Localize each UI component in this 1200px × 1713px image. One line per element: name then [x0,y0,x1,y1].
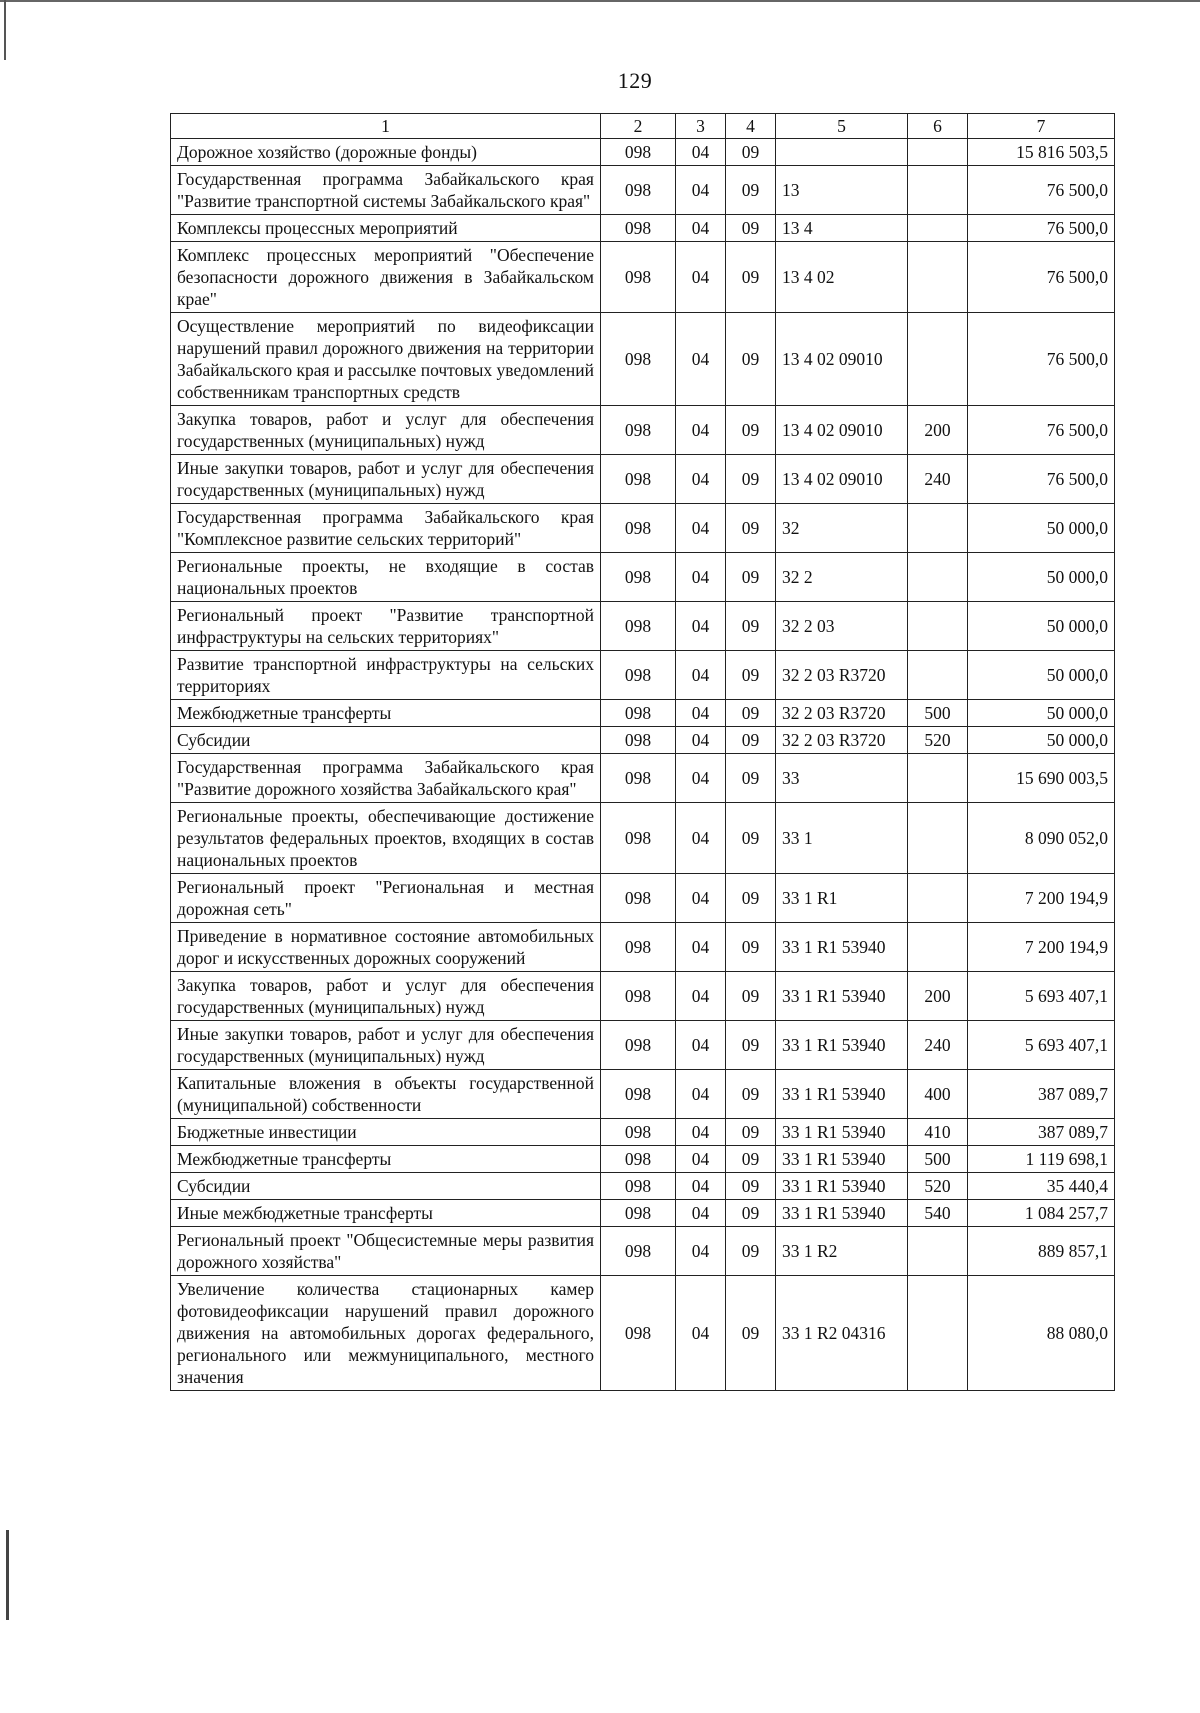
table-row [171,139,1115,166]
table-row [171,727,1115,754]
cell-target-article: 13 4 02 [776,242,908,313]
table-row [171,803,1115,874]
cell-target-article: 33 1 R1 [776,874,908,923]
cell-ministry-code: 098 [601,1070,676,1119]
header-col-7: 7 [968,114,1115,139]
cell-ministry-code: 098 [601,1276,676,1391]
cell-expense-type [908,504,968,553]
cell-subsection: 09 [726,553,776,602]
cell-amount: 5 693 407,1 [968,1021,1115,1070]
cell-expense-type: 410 [908,1119,968,1146]
cell-section: 04 [676,754,726,803]
cell-expense-type [908,803,968,874]
table-row [171,1119,1115,1146]
cell-expense-type: 200 [908,406,968,455]
cell-target-article: 32 2 03 [776,602,908,651]
cell-section: 04 [676,727,726,754]
cell-name: Межбюджетные трансферты [171,1146,601,1173]
cell-name: Межбюджетные трансферты [171,700,601,727]
cell-amount: 76 500,0 [968,406,1115,455]
cell-amount: 35 440,4 [968,1173,1115,1200]
cell-ministry-code: 098 [601,602,676,651]
cell-expense-type [908,139,968,166]
cell-ministry-code: 098 [601,313,676,406]
cell-section: 04 [676,139,726,166]
cell-expense-type [908,923,968,972]
cell-amount: 8 090 052,0 [968,803,1115,874]
cell-target-article: 33 1 R1 53940 [776,972,908,1021]
cell-ministry-code: 098 [601,700,676,727]
cell-amount: 76 500,0 [968,455,1115,504]
cell-ministry-code: 098 [601,727,676,754]
cell-amount: 7 200 194,9 [968,923,1115,972]
table-row [171,1173,1115,1200]
table-row [171,553,1115,602]
cell-name: Региональный проект "Общесистемные меры развития дорожного хозяйства" [171,1227,601,1276]
cell-section: 04 [676,602,726,651]
table-row [171,754,1115,803]
cell-section: 04 [676,215,726,242]
table-row [171,1227,1115,1276]
cell-name: Государственная программа Забайкальского края "Развитие транспортной системы Забайкальского края" [171,166,601,215]
header-col-1: 1 [171,114,601,139]
cell-subsection: 09 [726,803,776,874]
cell-subsection: 09 [726,727,776,754]
cell-amount: 5 693 407,1 [968,972,1115,1021]
cell-amount: 387 089,7 [968,1070,1115,1119]
cell-subsection: 09 [726,1200,776,1227]
cell-ministry-code: 098 [601,139,676,166]
cell-target-article: 33 [776,754,908,803]
table-row [171,455,1115,504]
cell-target-article: 33 1 R1 53940 [776,1070,908,1119]
cell-subsection: 09 [726,972,776,1021]
cell-target-article: 32 2 03 R3720 [776,727,908,754]
cell-name: Региональные проекты, обеспечивающие достижение результатов федеральных проектов, входящих в состав национальных проектов [171,803,601,874]
cell-name: Государственная программа Забайкальского края "Развитие дорожного хозяйства Забайкальского края" [171,754,601,803]
cell-expense-type: 500 [908,1146,968,1173]
cell-name: Приведение в нормативное состояние автомобильных дорог и искусственных дорожных сооружений [171,923,601,972]
table-row [171,215,1115,242]
cell-target-article: 33 1 R1 53940 [776,1200,908,1227]
cell-subsection: 09 [726,139,776,166]
cell-section: 04 [676,874,726,923]
cell-section: 04 [676,923,726,972]
cell-amount: 50 000,0 [968,651,1115,700]
cell-name: Иные закупки товаров, работ и услуг для обеспечения государственных (муниципальных) нужд [171,1021,601,1070]
cell-target-article: 32 2 [776,553,908,602]
cell-name: Субсидии [171,1173,601,1200]
cell-expense-type [908,313,968,406]
cell-section: 04 [676,1276,726,1391]
cell-subsection: 09 [726,1070,776,1119]
cell-expense-type: 540 [908,1200,968,1227]
cell-ministry-code: 098 [601,803,676,874]
cell-section: 04 [676,1146,726,1173]
cell-subsection: 09 [726,1227,776,1276]
cell-ministry-code: 098 [601,1173,676,1200]
cell-expense-type [908,166,968,215]
cell-ministry-code: 098 [601,166,676,215]
table-row [171,874,1115,923]
cell-ministry-code: 098 [601,455,676,504]
scan-edge-top [0,0,1200,2]
cell-section: 04 [676,972,726,1021]
cell-target-article: 13 4 02 09010 [776,455,908,504]
cell-name: Иные закупки товаров, работ и услуг для обеспечения государственных (муниципальных) нужд [171,455,601,504]
cell-expense-type: 400 [908,1070,968,1119]
cell-target-article: 13 4 02 09010 [776,406,908,455]
cell-target-article: 32 [776,504,908,553]
cell-ministry-code: 098 [601,972,676,1021]
cell-expense-type: 520 [908,1173,968,1200]
cell-subsection: 09 [726,1021,776,1070]
cell-ministry-code: 098 [601,874,676,923]
cell-expense-type [908,754,968,803]
cell-subsection: 09 [726,455,776,504]
cell-ministry-code: 098 [601,406,676,455]
table-row [171,313,1115,406]
cell-ministry-code: 098 [601,923,676,972]
cell-target-article: 33 1 [776,803,908,874]
cell-amount: 50 000,0 [968,504,1115,553]
cell-amount: 50 000,0 [968,700,1115,727]
cell-section: 04 [676,455,726,504]
cell-expense-type [908,602,968,651]
cell-expense-type [908,1276,968,1391]
cell-name: Иные межбюджетные трансферты [171,1200,601,1227]
cell-expense-type [908,1227,968,1276]
cell-subsection: 09 [726,700,776,727]
cell-name: Дорожное хозяйство (дорожные фонды) [171,139,601,166]
cell-target-article: 13 4 [776,215,908,242]
scan-edge-left [4,0,6,60]
table-row [171,504,1115,553]
header-col-3: 3 [676,114,726,139]
cell-subsection: 09 [726,406,776,455]
cell-section: 04 [676,166,726,215]
cell-section: 04 [676,1021,726,1070]
cell-ministry-code: 098 [601,754,676,803]
cell-name: Увеличение количества стационарных камер фотовидеофиксации нарушений правил дорожного движения на автомобильных дорогах федерального, регионального или межмуниципального, местного значения [171,1276,601,1391]
cell-amount: 76 500,0 [968,242,1115,313]
cell-target-article: 13 4 02 09010 [776,313,908,406]
cell-section: 04 [676,553,726,602]
cell-name: Региональный проект "Региональная и местная дорожная сеть" [171,874,601,923]
cell-expense-type: 240 [908,455,968,504]
table-row [171,700,1115,727]
cell-ministry-code: 098 [601,1021,676,1070]
table-row [171,406,1115,455]
cell-ministry-code: 098 [601,1200,676,1227]
table-row [171,1146,1115,1173]
cell-subsection: 09 [726,602,776,651]
cell-expense-type [908,215,968,242]
cell-section: 04 [676,700,726,727]
cell-target-article: 33 1 R1 53940 [776,923,908,972]
cell-ministry-code: 098 [601,215,676,242]
cell-target-article: 33 1 R1 53940 [776,1173,908,1200]
cell-amount: 76 500,0 [968,313,1115,406]
table-row [171,972,1115,1021]
cell-ministry-code: 098 [601,651,676,700]
table-row [171,602,1115,651]
cell-target-article: 33 1 R2 04316 [776,1276,908,1391]
table-row [171,651,1115,700]
cell-target-article: 32 2 03 R3720 [776,651,908,700]
cell-subsection: 09 [726,1276,776,1391]
cell-name: Закупка товаров, работ и услуг для обеспечения государственных (муниципальных) нужд [171,406,601,455]
cell-name: Комплекс процессных мероприятий "Обеспечение безопасности дорожного движения в Забайкальском крае" [171,242,601,313]
table-row [171,923,1115,972]
budget-table [170,113,1115,1391]
cell-target-article: 33 1 R2 [776,1227,908,1276]
cell-amount: 76 500,0 [968,215,1115,242]
cell-ministry-code: 098 [601,1146,676,1173]
cell-name: Закупка товаров, работ и услуг для обеспечения государственных (муниципальных) нужд [171,972,601,1021]
table-row [171,1070,1115,1119]
header-col-6: 6 [908,114,968,139]
cell-name: Региональные проекты, не входящие в состав национальных проектов [171,553,601,602]
cell-amount: 7 200 194,9 [968,874,1115,923]
cell-subsection: 09 [726,313,776,406]
table-row [171,1200,1115,1227]
cell-subsection: 09 [726,166,776,215]
cell-target-article: 13 [776,166,908,215]
cell-section: 04 [676,651,726,700]
cell-section: 04 [676,1070,726,1119]
cell-name: Бюджетные инвестиции [171,1119,601,1146]
cell-target-article: 32 2 03 R3720 [776,700,908,727]
cell-subsection: 09 [726,504,776,553]
cell-name: Комплексы процессных мероприятий [171,215,601,242]
cell-section: 04 [676,1119,726,1146]
table-row [171,242,1115,313]
cell-subsection: 09 [726,1119,776,1146]
cell-section: 04 [676,313,726,406]
cell-target-article: 33 1 R1 53940 [776,1146,908,1173]
cell-expense-type: 520 [908,727,968,754]
cell-subsection: 09 [726,1173,776,1200]
cell-amount: 889 857,1 [968,1227,1115,1276]
cell-subsection: 09 [726,651,776,700]
cell-section: 04 [676,242,726,313]
cell-section: 04 [676,803,726,874]
cell-section: 04 [676,504,726,553]
header-col-5: 5 [776,114,908,139]
cell-name: Развитие транспортной инфраструктуры на сельских территориях [171,651,601,700]
cell-ministry-code: 098 [601,1227,676,1276]
cell-section: 04 [676,406,726,455]
cell-expense-type [908,651,968,700]
table-row [171,166,1115,215]
cell-expense-type: 200 [908,972,968,1021]
cell-subsection: 09 [726,754,776,803]
cell-amount: 50 000,0 [968,553,1115,602]
header-row [171,114,1115,139]
cell-subsection: 09 [726,1146,776,1173]
cell-name: Капитальные вложения в объекты государственной (муниципальной) собственности [171,1070,601,1119]
cell-section: 04 [676,1200,726,1227]
cell-target-article: 33 1 R1 53940 [776,1021,908,1070]
cell-ministry-code: 098 [601,1119,676,1146]
table-row [171,1276,1115,1391]
cell-amount: 387 089,7 [968,1119,1115,1146]
cell-name: Государственная программа Забайкальского края "Комплексное развитие сельских территорий" [171,504,601,553]
cell-expense-type [908,553,968,602]
cell-expense-type [908,874,968,923]
cell-name: Субсидии [171,727,601,754]
cell-amount: 88 080,0 [968,1276,1115,1391]
cell-amount: 50 000,0 [968,727,1115,754]
cell-amount: 15 816 503,5 [968,139,1115,166]
table-row [171,1021,1115,1070]
cell-subsection: 09 [726,923,776,972]
cell-ministry-code: 098 [601,553,676,602]
header-col-4: 4 [726,114,776,139]
cell-subsection: 09 [726,242,776,313]
cell-amount: 76 500,0 [968,166,1115,215]
page-number: 129 [617,68,653,93]
cell-amount: 15 690 003,5 [968,754,1115,803]
scan-edge-left-lower [6,1530,9,1620]
cell-expense-type [908,242,968,313]
cell-subsection: 09 [726,874,776,923]
header-col-2: 2 [601,114,676,139]
cell-ministry-code: 098 [601,504,676,553]
cell-target-article [776,139,908,166]
cell-subsection: 09 [726,215,776,242]
cell-ministry-code: 098 [601,242,676,313]
cell-section: 04 [676,1173,726,1200]
cell-amount: 1 119 698,1 [968,1146,1115,1173]
cell-section: 04 [676,1227,726,1276]
cell-target-article: 33 1 R1 53940 [776,1119,908,1146]
cell-expense-type: 500 [908,700,968,727]
cell-amount: 1 084 257,7 [968,1200,1115,1227]
cell-amount: 50 000,0 [968,602,1115,651]
cell-name: Осуществление мероприятий по видеофиксации нарушений правил дорожного движения на территории Забайкальского края и рассылке почтовых уведомлений собственникам транспортных средств [171,313,601,406]
cell-expense-type: 240 [908,1021,968,1070]
cell-name: Региональный проект "Развитие транспортной инфраструктуры на сельских территориях" [171,602,601,651]
